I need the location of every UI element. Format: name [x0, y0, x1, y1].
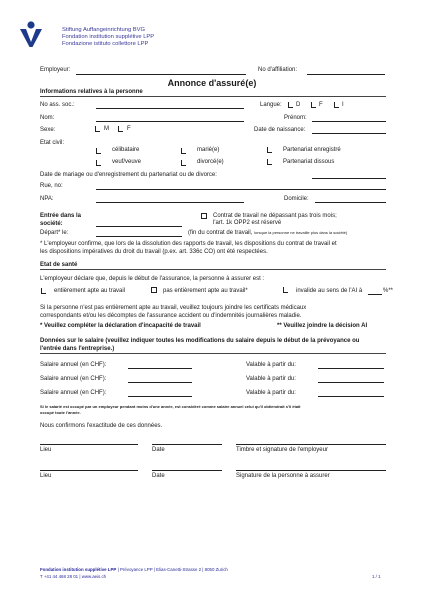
place-label-employer: Lieu — [40, 447, 52, 453]
date-field-person[interactable] — [152, 470, 222, 471]
firstname-label: Prénom: — [284, 115, 307, 121]
valid-from-field-2[interactable] — [318, 382, 384, 383]
lang-f-label: F — [319, 102, 323, 108]
sex-m-checkbox[interactable] — [95, 126, 100, 132]
exit-note — [188, 230, 347, 236]
org-name-it: Fondazione istituto collettore LPP — [62, 41, 149, 47]
person-section-title: Informations relatives à la personne — [40, 89, 143, 95]
invalid-percent-field[interactable] — [368, 294, 382, 295]
footer-address: | Prévoyance LPP | Elias-Canetti-Strasse 2 | 8050 Zurich — [117, 567, 228, 572]
health-section-title: Etat de santé — [40, 262, 78, 268]
affiliation-label: No d'affiliation: — [258, 67, 298, 73]
name-label: Nom: — [40, 115, 55, 121]
lang-i-checkbox[interactable] — [334, 102, 339, 108]
domicile-field[interactable] — [315, 202, 386, 203]
sex-m-label: M — [104, 126, 109, 132]
civil-married-label: marié(e) — [197, 147, 220, 153]
npa-field[interactable] — [96, 202, 244, 203]
employer-confirmation-2: les dispositions impératives du droit du travail (p.ex. art. 336c CO) ont été respectées. — [40, 249, 268, 255]
entry-label-2: société: — [40, 221, 63, 227]
salary-note-1: Si le salarié est occupé par un employeur pendant moins d'une année, est considéré comme salaire annuel celui qu'il obtiendrait s'il était — [40, 404, 301, 409]
footer-org-name: Fondation institution supplétive LPP — [40, 567, 117, 572]
form-title: Annonce d'assuré(e) — [167, 78, 257, 88]
civil-single-label: célibataire — [112, 147, 140, 153]
civil-married-checkbox[interactable] — [181, 148, 186, 154]
date-label-person: Date — [152, 473, 165, 479]
marriage-date-label: Date de mariage ou d'enregistrement du partenariat ou de divorce: — [40, 172, 217, 178]
civil-dissolved-label: Partenariat dissous — [283, 159, 335, 165]
civil-widowed-label: veuf/veuve — [112, 159, 142, 165]
salary-label-2: Salaire annuel (en CHF): — [40, 376, 107, 382]
signature-field-person[interactable] — [236, 470, 386, 471]
place-field-person[interactable] — [40, 470, 138, 471]
exit-note-main: (fin du contrat de travail, — [188, 230, 253, 236]
marriage-date-field[interactable] — [312, 178, 386, 179]
not-fit-checkbox[interactable] — [151, 287, 157, 293]
foundation-logo — [18, 20, 44, 48]
date-label-employer: Date — [152, 447, 165, 453]
salary-field-1[interactable] — [128, 368, 192, 369]
exit-note-small: lorsque la personne ne travaille plus dans la société) — [254, 230, 348, 235]
civil-partnership-checkbox[interactable] — [267, 147, 272, 153]
lang-d-label: D — [296, 102, 301, 108]
firstname-field[interactable] — [312, 121, 386, 122]
birthdate-field[interactable] — [312, 133, 386, 134]
fit-checkbox[interactable] — [41, 288, 46, 294]
health-declaration: L'employeur déclare que, depuis le début de l'assurance, la personne à assurer est : — [40, 276, 265, 282]
entry-date-field[interactable] — [96, 226, 182, 227]
org-name-de: Stiftung Auffangeinrichtung BVG — [62, 27, 146, 33]
street-label: Rue, no: — [40, 183, 63, 189]
date-field-employer[interactable] — [152, 444, 222, 445]
exit-label: Départ* le: — [40, 230, 69, 236]
section-divider — [40, 96, 386, 97]
place-field-employer[interactable] — [40, 444, 138, 445]
civil-status-label: Etat civil: — [40, 140, 65, 146]
employer-signature-label: Timbre et signature de l'employeur — [236, 447, 328, 453]
civil-divorced-label: divorcé(e) — [197, 159, 224, 165]
place-label-person: Lieu — [40, 473, 52, 479]
salary-note-2: occupé toute l'année. — [40, 410, 81, 415]
sex-f-checkbox[interactable] — [118, 126, 123, 132]
salary-field-3[interactable] — [128, 396, 192, 397]
salary-label-1: Salaire annuel (en CHF): — [40, 362, 107, 368]
short-contract-text-1: Contrat de travail ne dépassant pas trois mois; — [213, 213, 337, 219]
salary-section-title-1: Données sur le salaire (veuillez indiquer toutes les modifications du salaire depuis le début de la prévoyance ou — [40, 338, 360, 344]
incapacity-note: * Veuillez compléter la déclaration d'incapacité de travail — [40, 323, 201, 329]
civil-divorced-checkbox[interactable] — [181, 160, 186, 166]
fit-label: entièrement apte au travail — [54, 288, 126, 294]
invalid-checkbox[interactable] — [283, 287, 288, 293]
language-label: Langue: — [260, 102, 282, 108]
footer-contact: T +41 44 468 28 01 | www.aeis.ch — [40, 574, 107, 579]
street-field[interactable] — [96, 189, 386, 190]
ai-decision-note: ** Veuillez joindre la décision AI — [277, 323, 368, 329]
sex-label: Sexe: — [40, 127, 56, 133]
civil-partnership-label: Partenariat enregistré — [283, 147, 341, 153]
civil-widowed-checkbox[interactable] — [96, 160, 101, 166]
valid-from-label-1: Valable à partir du: — [246, 362, 296, 368]
lang-f-checkbox[interactable] — [311, 102, 316, 108]
confirmation-text: Nous confirmons l'exactitude de ces données. — [40, 423, 163, 429]
employer-label: Employeur: — [40, 67, 71, 73]
valid-from-label-3: Valable à partir du: — [246, 390, 296, 396]
person-signature-label: Signature de la personne à assurer — [236, 473, 330, 479]
valid-from-field-3[interactable] — [318, 396, 384, 397]
short-contract-text-2: l'art. 1k OPP2 est réservé — [213, 220, 282, 226]
employer-confirmation-1: * L'employeur confirme, que lors de la dissolution des rapports de travail, les dispositions du contrat de travail et — [40, 241, 337, 247]
valid-from-label-2: Valable à partir du: — [246, 376, 296, 382]
entry-label-1: Entrée dans la — [40, 213, 82, 219]
section-divider — [40, 269, 386, 270]
npa-label: NPA: — [40, 196, 54, 202]
affiliation-field[interactable] — [307, 74, 385, 75]
avs-label: No ass. soc.: — [40, 102, 75, 108]
exit-date-field[interactable] — [96, 236, 182, 237]
health-text-2: correspondants et/ou les décomptes de l'assurance accident ou d'indemnités journalières maladie. — [40, 313, 302, 319]
employer-field[interactable] — [76, 74, 246, 75]
sex-f-label: F — [127, 126, 131, 132]
short-contract-checkbox[interactable] — [201, 213, 207, 219]
birthdate-label: Date de naissance: — [254, 127, 306, 133]
invalid-label: invalide au sens de l'AI à — [296, 288, 363, 294]
health-text-1: Si la personne n'est pas entièrement apte au travail, veuillez toujours joindre les certificats médicaux — [40, 305, 307, 311]
not-fit-label: pas entièrement apte au travail* — [163, 288, 248, 294]
salary-field-2[interactable] — [128, 382, 192, 383]
signature-field-employer[interactable] — [236, 444, 386, 445]
lang-i-label: I — [342, 102, 344, 108]
avs-field[interactable] — [96, 108, 244, 109]
civil-single-checkbox[interactable] — [96, 148, 101, 154]
invalid-percent-suffix: %** — [383, 288, 394, 294]
valid-from-field-1[interactable] — [318, 368, 384, 369]
civil-dissolved-checkbox[interactable] — [267, 159, 272, 165]
name-field[interactable] — [96, 121, 244, 122]
domicile-label: Domicile: — [284, 196, 309, 202]
salary-section-title-2: l'entrée dans l'entreprise.) — [40, 346, 115, 352]
salary-label-3: Salaire annuel (en CHF): — [40, 390, 107, 396]
footer-line-1 — [40, 567, 228, 572]
org-name-fr: Fondation institution supplétive LPP — [62, 34, 155, 40]
page-number: 1 / 1 — [372, 574, 381, 579]
lang-d-checkbox[interactable] — [288, 102, 293, 108]
section-divider — [40, 353, 386, 354]
